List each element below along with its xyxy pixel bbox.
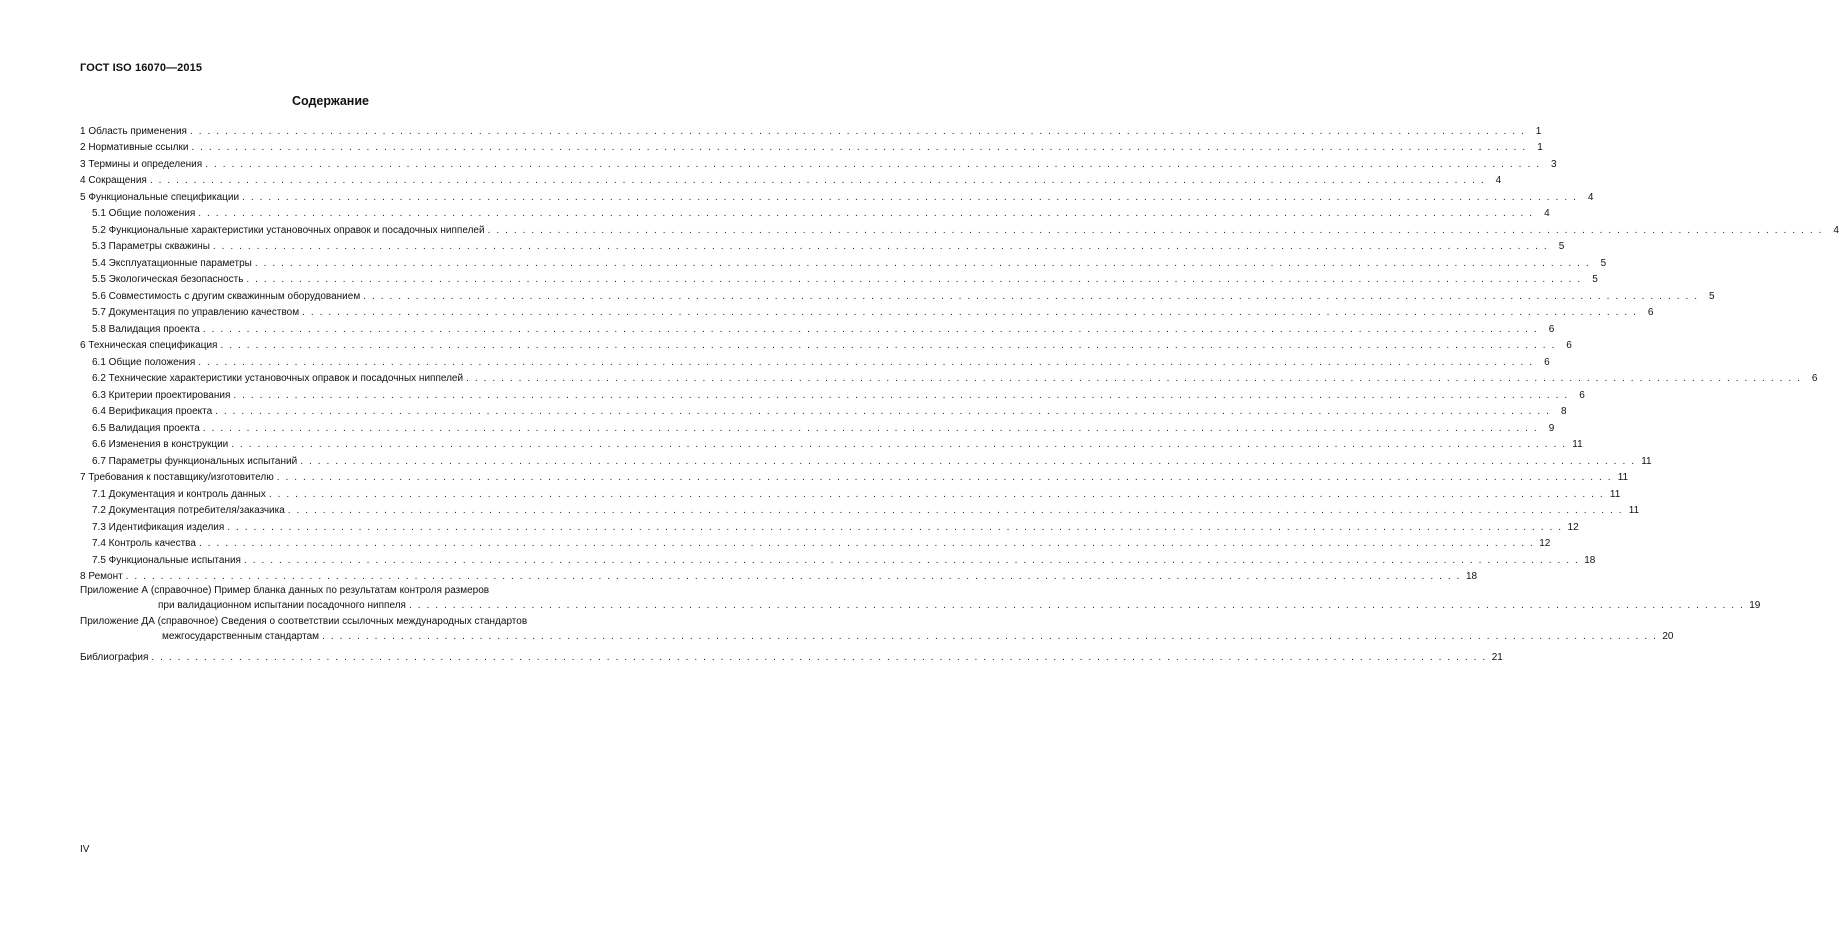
toc-entry[interactable]: 6 Техническая спецификация . . . . . . . . . . . . . . . . . . . . . . . . . . . . . . . . . . . . . . . . . . . . . . . . . . . . . . . . . . . . . . . . . . . . . . . . . . . . . . . . . . . . . . . . . . . . . . . . . . . . . . . . . . . . . . . . . . . . . . . . . . . . . . . . . . . . . . . . . . . . . . . . . . . . . . . . . 6: [80, 340, 1572, 351]
toc-entry[interactable]: 6.2 Технические характеристики установочных оправок и посадочных ниппелей . . . . . . . . . . . . . . . . . . . . . . . . . . . . . . . . . . . . . . . . . . . . . . . . . . . . . . . . . . . . . . . . . . . . . . . . . . . . . . . . . . . . . . . . . . . . . . . . . . . . . . . . . . . . . . . . . . . . . . . . . . . . . . . . . . . . . . . . . . . . . . . . . . . . . . . . . 6: [92, 373, 1818, 384]
toc-page-number: 3: [1551, 158, 1557, 170]
toc-page-number: 5: [1709, 290, 1715, 302]
toc-entry[interactable]: 5.4 Эксплуатационные параметры . . . . . . . . . . . . . . . . . . . . . . . . . . . . . . . . . . . . . . . . . . . . . . . . . . . . . . . . . . . . . . . . . . . . . . . . . . . . . . . . . . . . . . . . . . . . . . . . . . . . . . . . . . . . . . . . . . . . . . . . . . . . . . . . . . . . . . . . . . . . . . . . . . . . . . . . . 5: [92, 257, 1607, 269]
toc-entry[interactable]: 3 Термины и определения . . . . . . . . . . . . . . . . . . . . . . . . . . . . . . . . . . . . . . . . . . . . . . . . . . . . . . . . . . . . . . . . . . . . . . . . . . . . . . . . . . . . . . . . . . . . . . . . . . . . . . . . . . . . . . . . . . . . . . . . . . . . . . . . . . . . . . . . . . . . . . . . . . . . . . . . . 3: [80, 158, 1557, 170]
toc-entry[interactable]: 6.6 Изменения в конструкции . . . . . . . . . . . . . . . . . . . . . . . . . . . . . . . . . . . . . . . . . . . . . . . . . . . . . . . . . . . . . . . . . . . . . . . . . . . . . . . . . . . . . . . . . . . . . . . . . . . . . . . . . . . . . . . . . . . . . . . . . . . . . . . . . . . . . . . . . . . . . . . . . . . . . . . . . 11: [92, 439, 1583, 450]
toc-page-number: 8: [1560, 406, 1567, 417]
toc-entry-appendix-a[interactable]: Приложение А (справочное) Пример бланка данных по результатам контроля размеров при валидационном испытании посадочного ниппеля . . . . . . . . . . . . . . . . . . . . . . . . . . . . . . . . . . . . . . . . . . . . . . . . . . . . . . . . . . . . . . . . . . . . . . . . . . . . . . . . . . . . . . . . . . . . . . . . . . . . . . . . . . . . . . . . . . . . . . . . . . . . . . . . . . . . . . . . . . . . . . . . . . . . . . . . . 19: [80, 585, 1761, 611]
toc-page-number: 12: [1567, 521, 1579, 533]
toc-entry[interactable]: 4 Сокращения . . . . . . . . . . . . . . . . . . . . . . . . . . . . . . . . . . . . . . . . . . . . . . . . . . . . . . . . . . . . . . . . . . . . . . . . . . . . . . . . . . . . . . . . . . . . . . . . . . . . . . . . . . . . . . . . . . . . . . . . . . . . . . . . . . . . . . . . . . . . . . . . . . . . . . . . . 4: [80, 175, 1502, 186]
toc-page-number: 18: [1465, 571, 1478, 582]
toc-entry[interactable]: 6.1 Общие положения . . . . . . . . . . . . . . . . . . . . . . . . . . . . . . . . . . . . . . . . . . . . . . . . . . . . . . . . . . . . . . . . . . . . . . . . . . . . . . . . . . . . . . . . . . . . . . . . . . . . . . . . . . . . . . . . . . . . . . . . . . . . . . . . . . . . . . . . . . . . . . . . . . . . . . . . . 6: [92, 356, 1550, 368]
toc-entry[interactable]: 6.5 Валидация проекта . . . . . . . . . . . . . . . . . . . . . . . . . . . . . . . . . . . . . . . . . . . . . . . . . . . . . . . . . . . . . . . . . . . . . . . . . . . . . . . . . . . . . . . . . . . . . . . . . . . . . . . . . . . . . . . . . . . . . . . . . . . . . . . . . . . . . . . . . . . . . . . . . . . . . . . . . 9: [92, 422, 1555, 434]
toc-page-number: 6: [1548, 323, 1555, 335]
toc-page-number: 9: [1548, 422, 1555, 434]
toc-page-number: 5: [1558, 241, 1565, 252]
toc-page-number: 20: [1662, 631, 1674, 642]
toc-page-number: 4: [1495, 175, 1502, 186]
toc-entry[interactable]: 6.3 Критерии проектирования . . . . . . . . . . . . . . . . . . . . . . . . . . . . . . . . . . . . . . . . . . . . . . . . . . . . . . . . . . . . . . . . . . . . . . . . . . . . . . . . . . . . . . . . . . . . . . . . . . . . . . . . . . . . . . . . . . . . . . . . . . . . . . . . . . . . . . . . . . . . . . . . . . . . . . . . . 6: [92, 389, 1585, 401]
toc-entry[interactable]: 6.7 Параметры функциональных испытаний . . . . . . . . . . . . . . . . . . . . . . . . . . . . . . . . . . . . . . . . . . . . . . . . . . . . . . . . . . . . . . . . . . . . . . . . . . . . . . . . . . . . . . . . . . . . . . . . . . . . . . . . . . . . . . . . . . . . . . . . . . . . . . . . . . . . . . . . . . . . . . . . . . . . . . . . . 11: [92, 455, 1652, 467]
toc-page-number: 6: [1811, 373, 1818, 384]
toc-entry[interactable]: 7.2 Документация потребителя/заказчика . . . . . . . . . . . . . . . . . . . . . . . . . . . . . . . . . . . . . . . . . . . . . . . . . . . . . . . . . . . . . . . . . . . . . . . . . . . . . . . . . . . . . . . . . . . . . . . . . . . . . . . . . . . . . . . . . . . . . . . . . . . . . . . . . . . . . . . . . . . . . . . . . . . . . . . . . 11: [92, 505, 1640, 516]
toc-entry[interactable]: 5.2 Функциональные характеристики установочных оправок и посадочных ниппелей . . . . . . . . . . . . . . . . . . . . . . . . . . . . . . . . . . . . . . . . . . . . . . . . . . . . . . . . . . . . . . . . . . . . . . . . . . . . . . . . . . . . . . . . . . . . . . . . . . . . . . . . . . . . . . . . . . . . . . . . . . . . . . . . . . . . . . . . . . . . . . . . . . . . . . . . . 4: [92, 224, 1839, 236]
toc-entry[interactable]: 7.4 Контроль качества . . . . . . . . . . . . . . . . . . . . . . . . . . . . . . . . . . . . . . . . . . . . . . . . . . . . . . . . . . . . . . . . . . . . . . . . . . . . . . . . . . . . . . . . . . . . . . . . . . . . . . . . . . . . . . . . . . . . . . . . . . . . . . . . . . . . . . . . . . . . . . . . . . . . . . . . . 12: [92, 538, 1551, 549]
toc-page-number: 12: [1539, 538, 1551, 549]
toc-entry[interactable]: 7.5 Функциональные испытания . . . . . . . . . . . . . . . . . . . . . . . . . . . . . . . . . . . . . . . . . . . . . . . . . . . . . . . . . . . . . . . . . . . . . . . . . . . . . . . . . . . . . . . . . . . . . . . . . . . . . . . . . . . . . . . . . . . . . . . . . . . . . . . . . . . . . . . . . . . . . . . . . . . . . . . . . 18: [92, 554, 1596, 566]
toc-entry-bibliography[interactable]: Библиография . . . . . . . . . . . . . . . . . . . . . . . . . . . . . . . . . . . . . . . . . . . . . . . . . . . . . . . . . . . . . . . . . . . . . . . . . . . . . . . . . . . . . . . . . . . . . . . . . . . . . . . . . . . . . . . . . . . . . . . . . . . . . . . . . . . . . . . . . . . . . . . . . . . . . . . . . 21: [80, 651, 1503, 663]
page-number: IV: [80, 844, 90, 855]
toc-page-number: 4: [1833, 224, 1839, 236]
toc-page-number: 11: [1617, 472, 1629, 483]
toc-title: Содержание: [291, 94, 369, 108]
toc-page-number: 5: [1600, 257, 1607, 269]
toc-entry[interactable]: 2 Нормативные ссылки . . . . . . . . . . . . . . . . . . . . . . . . . . . . . . . . . . . . . . . . . . . . . . . . . . . . . . . . . . . . . . . . . . . . . . . . . . . . . . . . . . . . . . . . . . . . . . . . . . . . . . . . . . . . . . . . . . . . . . . . . . . . . . . . . . . . . . . . . . . . . . . . . . . . . . . . . 1: [80, 142, 1543, 153]
toc-entry[interactable]: 5 Функциональные спецификации . . . . . . . . . . . . . . . . . . . . . . . . . . . . . . . . . . . . . . . . . . . . . . . . . . . . . . . . . . . . . . . . . . . . . . . . . . . . . . . . . . . . . . . . . . . . . . . . . . . . . . . . . . . . . . . . . . . . . . . . . . . . . . . . . . . . . . . . . . . . . . . . . . . . . . . . . 4: [80, 191, 1594, 203]
toc-page-number: 11: [1628, 505, 1640, 516]
toc-entry-appendix-da[interactable]: Приложение ДА (справочное) Сведения о соответствии ссылочных международных стандартов межгосударственным стандартам . . . . . . . . . . . . . . . . . . . . . . . . . . . . . . . . . . . . . . . . . . . . . . . . . . . . . . . . . . . . . . . . . . . . . . . . . . . . . . . . . . . . . . . . . . . . . . . . . . . . . . . . . . . . . . . . . . . . . . . . . . . . . . . . . . . . . . . . . . . . . . . . . . . . . . . . . 20: [80, 616, 1674, 642]
toc-page-number: 4: [1587, 191, 1594, 203]
toc-entry[interactable]: 6.4 Верификация проекта . . . . . . . . . . . . . . . . . . . . . . . . . . . . . . . . . . . . . . . . . . . . . . . . . . . . . . . . . . . . . . . . . . . . . . . . . . . . . . . . . . . . . . . . . . . . . . . . . . . . . . . . . . . . . . . . . . . . . . . . . . . . . . . . . . . . . . . . . . . . . . . . . . . . . . . . . 8: [92, 406, 1567, 417]
toc-page-number: 11: [1572, 439, 1583, 450]
table-of-contents: [80, 121, 1839, 664]
toc-entry[interactable]: 5.3 Параметры скважины . . . . . . . . . . . . . . . . . . . . . . . . . . . . . . . . . . . . . . . . . . . . . . . . . . . . . . . . . . . . . . . . . . . . . . . . . . . . . . . . . . . . . . . . . . . . . . . . . . . . . . . . . . . . . . . . . . . . . . . . . . . . . . . . . . . . . . . . . . . . . . . . . . . . . . . . . 5: [92, 241, 1565, 252]
toc-page-number: 11: [1609, 488, 1621, 500]
toc-entry[interactable]: 5.5 Экологическая безопасность . . . . . . . . . . . . . . . . . . . . . . . . . . . . . . . . . . . . . . . . . . . . . . . . . . . . . . . . . . . . . . . . . . . . . . . . . . . . . . . . . . . . . . . . . . . . . . . . . . . . . . . . . . . . . . . . . . . . . . . . . . . . . . . . . . . . . . . . . . . . . . . . . . . . . . . . . 5: [92, 274, 1598, 285]
toc-entry[interactable]: 5.8 Валидация проекта . . . . . . . . . . . . . . . . . . . . . . . . . . . . . . . . . . . . . . . . . . . . . . . . . . . . . . . . . . . . . . . . . . . . . . . . . . . . . . . . . . . . . . . . . . . . . . . . . . . . . . . . . . . . . . . . . . . . . . . . . . . . . . . . . . . . . . . . . . . . . . . . . . . . . . . . . 6: [92, 323, 1555, 335]
toc-entry[interactable]: 7.1 Документация и контроль данных . . . . . . . . . . . . . . . . . . . . . . . . . . . . . . . . . . . . . . . . . . . . . . . . . . . . . . . . . . . . . . . . . . . . . . . . . . . . . . . . . . . . . . . . . . . . . . . . . . . . . . . . . . . . . . . . . . . . . . . . . . . . . . . . . . . . . . . . . . . . . . . . . . . . . . . . . 11: [92, 488, 1621, 500]
toc-page-number: 19: [1749, 600, 1761, 611]
toc-page-number: 21: [1491, 651, 1503, 663]
toc-entry[interactable]: 5.6 Совместимость с другим скважинным оборудованием . . . . . . . . . . . . . . . . . . . . . . . . . . . . . . . . . . . . . . . . . . . . . . . . . . . . . . . . . . . . . . . . . . . . . . . . . . . . . . . . . . . . . . . . . . . . . . . . . . . . . . . . . . . . . . . . . . . . . . . . . . . . . . . . . . . . . . . . . . . . . . . . . . . . . . . . . 5: [92, 290, 1715, 302]
toc-page-number: 1: [1535, 125, 1542, 137]
toc-page-number: 6: [1566, 340, 1572, 351]
toc-page-number: 5: [1592, 274, 1598, 285]
toc-page-number: 4: [1544, 208, 1550, 219]
toc-page-number: 6: [1579, 389, 1585, 401]
toc-entry[interactable]: 1 Область применения . . . . . . . . . . . . . . . . . . . . . . . . . . . . . . . . . . . . . . . . . . . . . . . . . . . . . . . . . . . . . . . . . . . . . . . . . . . . . . . . . . . . . . . . . . . . . . . . . . . . . . . . . . . . . . . . . . . . . . . . . . . . . . . . . . . . . . . . . . . . . . . . . . . . . . . . . 1: [80, 125, 1542, 137]
toc-page-number: 18: [1584, 554, 1596, 566]
toc-entry[interactable]: 7 Требования к поставщику/изготовителю . . . . . . . . . . . . . . . . . . . . . . . . . . . . . . . . . . . . . . . . . . . . . . . . . . . . . . . . . . . . . . . . . . . . . . . . . . . . . . . . . . . . . . . . . . . . . . . . . . . . . . . . . . . . . . . . . . . . . . . . . . . . . . . . . . . . . . . . . . . . . . . . . . . . . . . . . 11: [80, 472, 1629, 483]
document-header: ГОСТ ISO 16070—2015: [80, 62, 203, 74]
toc-page-number: 6: [1647, 307, 1654, 318]
toc-entry[interactable]: 5.7 Документация по управлению качеством . . . . . . . . . . . . . . . . . . . . . . . . . . . . . . . . . . . . . . . . . . . . . . . . . . . . . . . . . . . . . . . . . . . . . . . . . . . . . . . . . . . . . . . . . . . . . . . . . . . . . . . . . . . . . . . . . . . . . . . . . . . . . . . . . . . . . . . . . . . . . . . . . . . . . . . . . 6: [92, 307, 1654, 318]
toc-entry[interactable]: 5.1 Общие положения . . . . . . . . . . . . . . . . . . . . . . . . . . . . . . . . . . . . . . . . . . . . . . . . . . . . . . . . . . . . . . . . . . . . . . . . . . . . . . . . . . . . . . . . . . . . . . . . . . . . . . . . . . . . . . . . . . . . . . . . . . . . . . . . . . . . . . . . . . . . . . . . . . . . . . . . . 4: [92, 208, 1550, 219]
toc-page-number: 11: [1641, 455, 1652, 467]
toc-page-number: 1: [1537, 142, 1543, 153]
toc-page-number: 6: [1544, 356, 1550, 368]
toc-entry[interactable]: 8 Ремонт . . . . . . . . . . . . . . . . . . . . . . . . . . . . . . . . . . . . . . . . . . . . . . . . . . . . . . . . . . . . . . . . . . . . . . . . . . . . . . . . . . . . . . . . . . . . . . . . . . . . . . . . . . . . . . . . . . . . . . . . . . . . . . . . . . . . . . . . . . . . . . . . . . . . . . . . . 18: [80, 571, 1478, 582]
toc-entry[interactable]: 7.3 Идентификация изделия . . . . . . . . . . . . . . . . . . . . . . . . . . . . . . . . . . . . . . . . . . . . . . . . . . . . . . . . . . . . . . . . . . . . . . . . . . . . . . . . . . . . . . . . . . . . . . . . . . . . . . . . . . . . . . . . . . . . . . . . . . . . . . . . . . . . . . . . . . . . . . . . . . . . . . . . . 12: [92, 521, 1579, 533]
